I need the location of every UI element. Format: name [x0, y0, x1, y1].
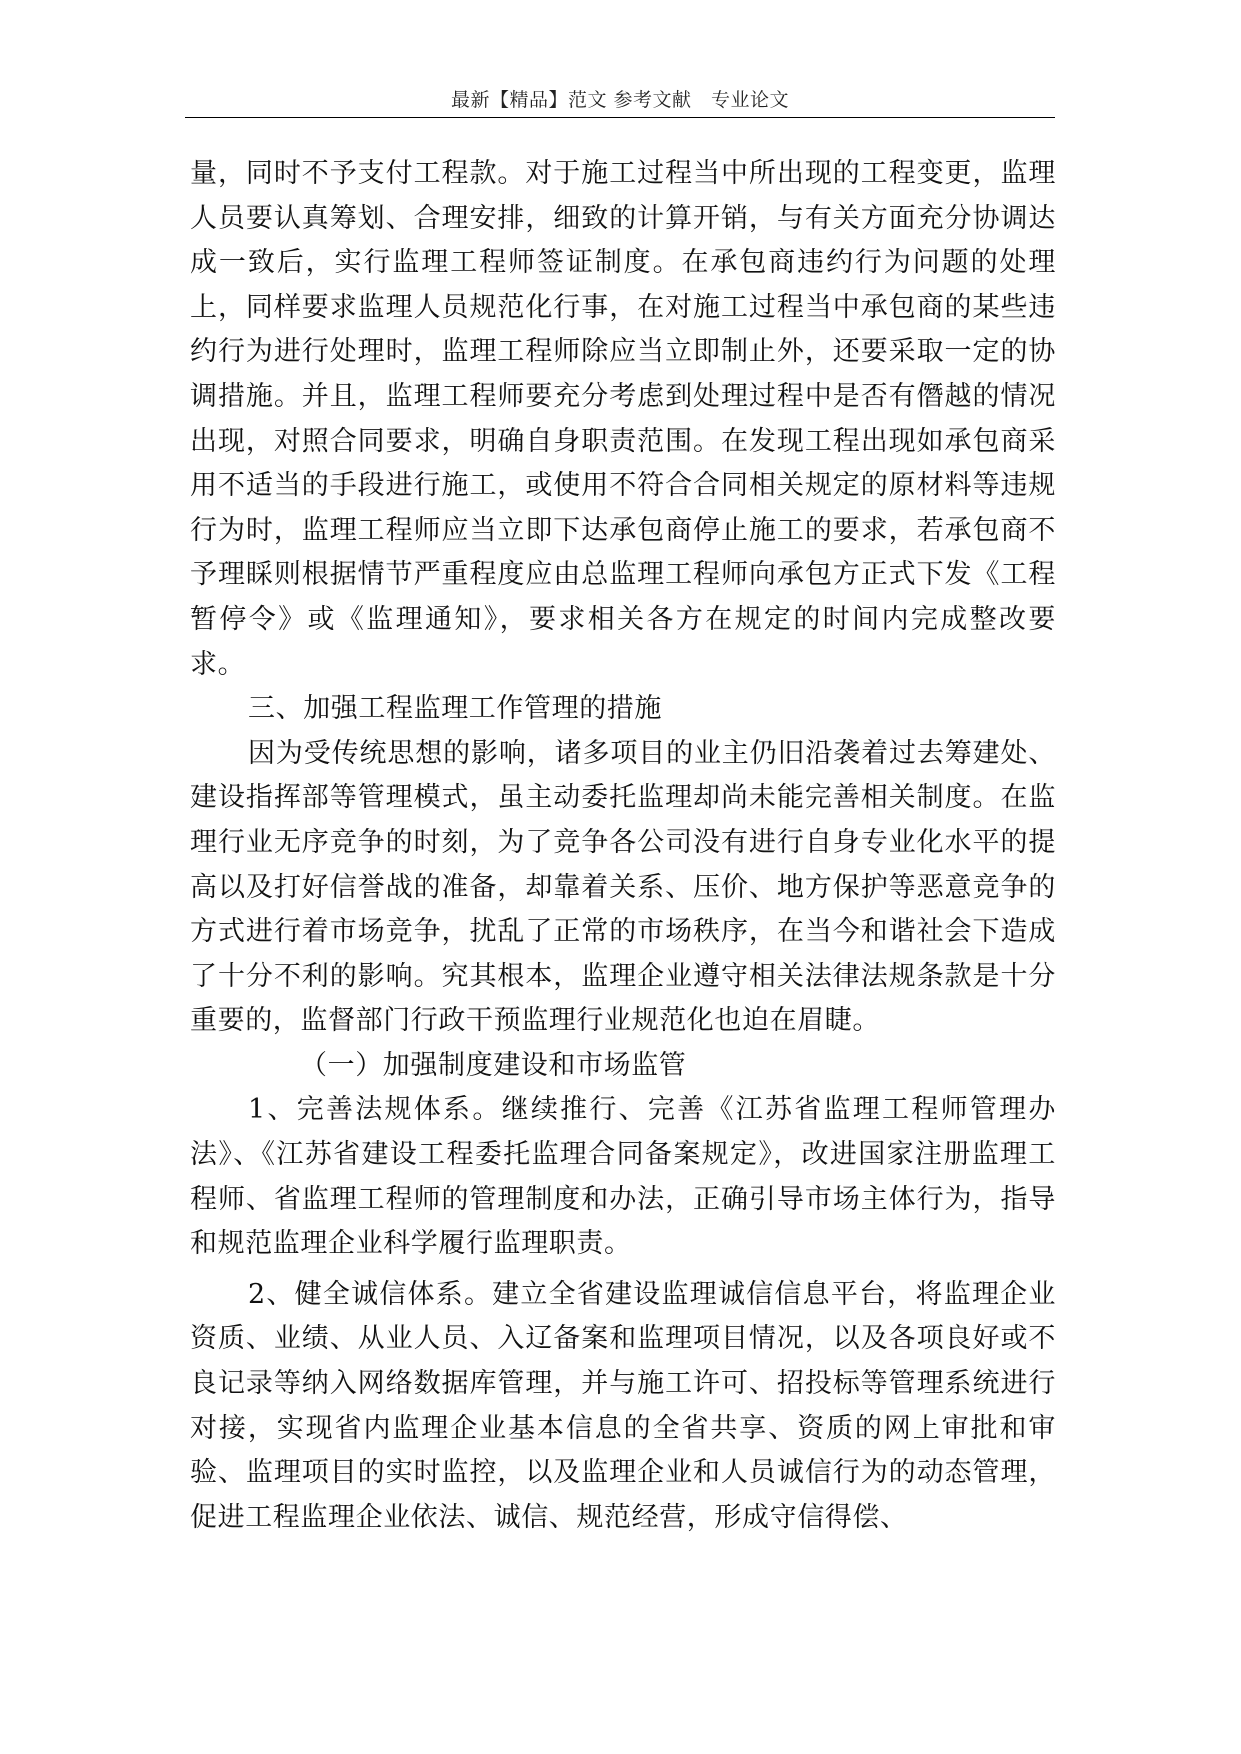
- page-header: 最新【精品】范文 参考文献 专业论文: [450, 89, 790, 111]
- header-divider: [185, 117, 1055, 118]
- paragraph-continuation: 量，同时不予支付工程款。对于施工过程当中所出现的工程变更，监理人员要认真筹划、合理安排，细致的计算开销，与有关方面充分协调达成一致后，实行监理工程师签证制度。在承包商违约行为问题的处理上，同样要求监理人员规范化行事，在对施工过程当中承包商的某些违约行为进行处理时，监理工程师除应当立即制止外，还要采取一定的协调措施。并且，监理工程师要充分考虑到处理过程中是否有僭越的情况出现，对照合同要求，明确自身职责范围。在发现工程出现如承包商采用不适当的手段进行施工，或使用不符合合同相关规定的原材料等违规行为时，监理工程师应当立即下达承包商停止施工的要求，若承包商不予理睬则根据情节严重程度应由总监理工程师向承包方正式下发《工程暂停令》或《监理通知》，要求相关各方在规定的时间内完成整改要求。: [190, 158, 1056, 680]
- list-item-credit-system: 2、健全诚信体系。建立全省建设监理诚信信息平台，将监理企业资质、业绩、从业人员、入辽备案和监理项目情况，以及各项良好或不良记录等纳入网络数据库管理，并与施工许可、招投标等管理系统进行对接，实现省内监理企业基本信息的全省共享、资质的网上审批和审验、监理项目的实时监控，以及监理企业和人员诚信行为的动态管理，促进工程监理企业依法、诚信、规范经营，形成守信得偿、: [190, 1278, 1056, 1533]
- list-item-legal-system: 1、完善法规体系。继续推行、完善《江苏省监理工程师管理办法》、《江苏省建设工程委托监理合同备案规定》，改进国家注册监理工程师、省监理工程师的管理制度和办法，正确引导市场主体行为，指导和规范监理企业科学履行监理职责。: [190, 1094, 1056, 1260]
- paragraph-background: 因为受传统思想的影响，诸多项目的业主仍旧沿袭着过去筹建处、建设指挥部等管理模式，虽主动委托监理却尚未能完善相关制度。在监理行业无序竞争的时刻，为了竞争各公司没有进行自身专业化水平的提高以及打好信誉战的准备，却靠着关系、压价、地方保护等恶意竞争的方式进行着市场竞争，扰乱了正常的市场秩序，在当今和谐社会下造成了十分不利的影响。究其根本，监理企业遵守相关法律法规条款是十分重要的，监督部门行政干预监理行业规范化也迫在眉睫。: [190, 737, 1056, 1037]
- section-heading: 三、加强工程监理工作管理的措施: [248, 693, 662, 725]
- subsection-heading: （一）加强制度建设和市场监管: [300, 1049, 687, 1081]
- document-body: [190, 152, 1056, 1540]
